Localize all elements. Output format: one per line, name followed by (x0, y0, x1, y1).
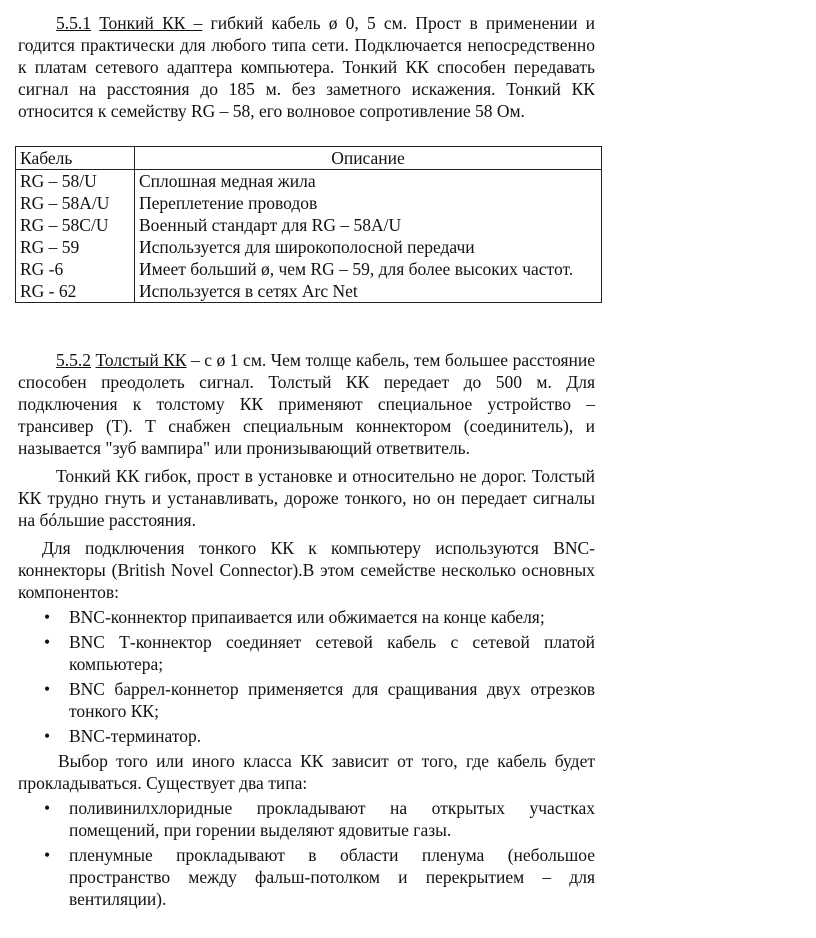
cable-table (15, 146, 602, 303)
list-item (18, 797, 595, 841)
section-number: 5.5.2 (56, 350, 91, 370)
compare-paragraph: Тонкий КК гибок, прост в установке и относительно не дорог. Толстый КК трудно гнуть и устанавливать, дороже тонкого, но он передает сигналы на бóльшие расстояния. (18, 466, 595, 530)
bnc-list (18, 606, 595, 747)
section-5-5-2 (18, 349, 595, 910)
table-row (16, 236, 602, 258)
table-row (16, 214, 602, 236)
table-row (16, 170, 602, 193)
table-header-description: Описание (135, 147, 602, 170)
section-5-5-1-paragraph (18, 12, 595, 122)
list-item (18, 844, 595, 910)
section-number: 5.5.1 (56, 13, 91, 33)
section-text: – с ø 1 см. Чем толще кабель, тем большее расстояние способен преодолеть сигнал. Толстый КК передает до 500 м. Для подключения к толстому КК применяют специальное устройство – трансивер (Т). Т снабжен специальным коннектором (соединитель), и называется "зуб вампира" или пронизывающий ответвитель. (18, 350, 596, 458)
list-item (18, 725, 595, 747)
list-item-text: BNC баррел-коннетор применяется для сращивания двух отрезков тонкого КК; (69, 679, 595, 721)
list-item (18, 606, 595, 628)
table-cell-description: Переплетение проводов (135, 192, 602, 214)
section-term: Толстый КК (95, 350, 187, 370)
section-term: Тонкий КК – (99, 13, 203, 33)
table-cell-description: Используется в сетях Arc Net (135, 280, 602, 303)
list-item-text: поливинилхлоридные прокладывают на открытых участках помещений, при горении выделяют ядовитые газы. (69, 798, 595, 840)
bnc-paragraph: Для подключения тонкого КК к компьютеру используются BNC-коннекторы (British Novel Connector).В этом семействе несколько основных компонентов: (18, 538, 595, 602)
bullet-icon: • (44, 726, 51, 746)
table-header-row (16, 147, 602, 170)
list-item (18, 631, 595, 675)
table-cell-description: Используется для широкополосной передачи (135, 236, 602, 258)
table-cell-description: Военный стандарт для RG – 58A/U (135, 214, 602, 236)
list-item (18, 678, 595, 722)
bullet-icon: • (44, 632, 51, 652)
section-text: гибкий кабель ø 0, 5 см. Прост в применении и годится практически для любого типа сети. Подключается непосредственно к платам сетевого адаптера компьютера. Тонкий КК способен передавать сигнал на расстояния до 185 м. без заметного искажения. Тонкий КК относится к семейству RG – 58, его волновое сопротивление 58 Ом. (18, 13, 596, 121)
list-item-text: BNC-коннектор припаивается или обжимается на конце кабеля; (69, 607, 545, 627)
bullet-icon: • (44, 607, 51, 627)
table-cell-cable: RG -6 (16, 258, 135, 280)
bullet-icon: • (44, 679, 51, 699)
section-5-5-2-paragraph (18, 349, 595, 459)
table-cell-cable: RG – 58/U (16, 170, 135, 193)
table-cell-cable: RG – 58C/U (16, 214, 135, 236)
table-cell-description: Сплошная медная жила (135, 170, 602, 193)
choice-paragraph: Выбор того или иного класса КК зависит от того, где кабель будет прокладываться. Существует два типа: (18, 751, 595, 793)
list-item-text: BNC-терминатор. (69, 726, 202, 746)
table-cell-cable: RG – 58A/U (16, 192, 135, 214)
bullet-icon: • (44, 798, 51, 818)
section-5-5-1 (18, 12, 595, 122)
table-row (16, 258, 602, 280)
list-item-text: BNC Т-коннектор соединяет сетевой кабель с сетевой платой компьютера; (69, 632, 595, 674)
list-item-text: пленумные прокладывают в области пленума (небольшое пространство между фальш-потолком и перекрытием – для вентиляции). (69, 845, 595, 909)
table-cell-cable: RG - 62 (16, 280, 135, 303)
type-list (18, 797, 595, 910)
table-header-cable: Кабель (16, 147, 135, 170)
table-row (16, 280, 602, 303)
table-row (16, 192, 602, 214)
bullet-icon: • (44, 845, 51, 865)
table-cell-description: Имеет больший ø, чем RG – 59, для более высоких частот. (135, 258, 602, 280)
table-cell-cable: RG – 59 (16, 236, 135, 258)
